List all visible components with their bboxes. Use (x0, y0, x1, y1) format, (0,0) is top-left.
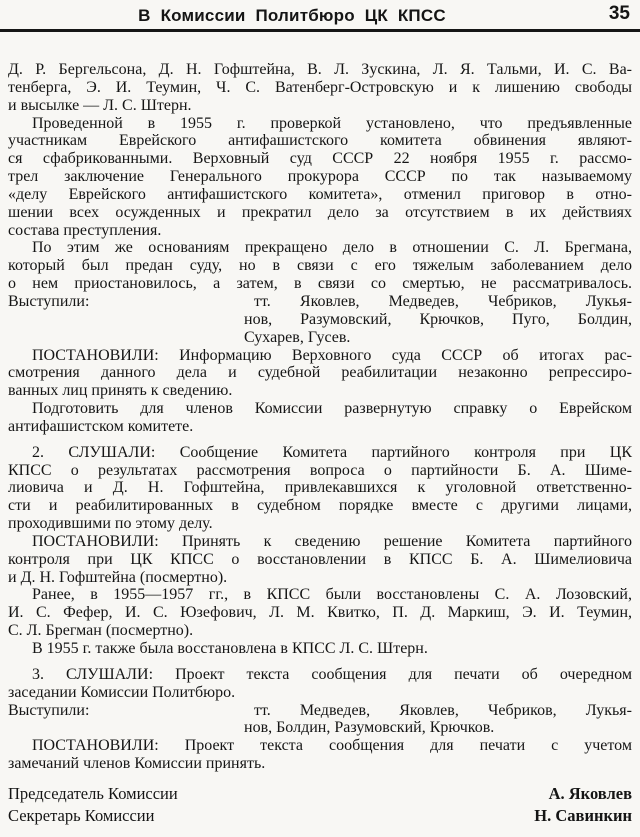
text-line: Подготовить для членов Комиссии развернутую справку о Еврейском (32, 400, 632, 418)
paragraph (8, 400, 632, 436)
speakers-names (244, 293, 632, 347)
text-line: замечаний членов Комиссии принять. (8, 755, 266, 773)
page-number: 35 (608, 3, 630, 24)
text-line: и Д. Н. Гофштейна (посмертно). (8, 568, 228, 586)
speakers-label: Выступили: (8, 292, 90, 310)
text-line: о нем приостановилось, а затем, в связи со смертью, не рассматривалось. (8, 275, 632, 293)
text-line: ванных лиц принять к сведению. (8, 382, 233, 400)
text-line: 3. СЛУШАЛИ: Проект текста сообщения для печати об очередном (32, 665, 632, 683)
speakers-names (244, 702, 632, 738)
speakers-row (8, 293, 632, 347)
signature-role: Председатель Комиссии (8, 783, 178, 803)
text-line: ся сфабрикованными. Верховный суд СССР 22 ноября 1955 г. рассмо- (8, 150, 632, 168)
text-line: Сухарев, Гусев. (244, 328, 351, 346)
speakers-label: Выступили: (8, 701, 90, 719)
section-gap (8, 436, 632, 444)
signature-row (8, 783, 632, 805)
text-line: шении всех осужденных и прекратил дело за отсутствием в их действиях (8, 203, 632, 221)
text-line: И. С. Фефер, И. С. Юзефович, Л. М. Квитко, П. Д. Маркиш, Э. И. Теумин, (8, 604, 632, 622)
text-line: участникам Еврейского антифашистского комитета обвинения являют- (8, 132, 632, 150)
text-line: нов, Разумовский, Крючков, Пуго, Болдин, (244, 310, 632, 328)
signature-row (8, 805, 632, 827)
text-line: смотрения данного дела и судебной реабилитации незаконно репрессиро- (8, 364, 632, 382)
text-line: проходившими по этому делу. (8, 515, 213, 533)
text-line: «делу Еврейского антифашистского комитета», отменил приговор в отно- (8, 185, 632, 203)
paragraph (8, 115, 632, 240)
text-line: С. Л. Брегман (посмертно). (8, 622, 194, 640)
page-header (0, 0, 640, 32)
text-line: трел заключение Генерального прокурора СССР по так называемому (8, 168, 632, 186)
text-line: ПОСТАНОВИЛИ: Информацию Верховного суда СССР об итогах рас- (32, 346, 632, 364)
text-line: КПСС о результатах рассмотрения вопроса о партийности Б. А. Шиме- (8, 461, 632, 479)
text-line: тенберга, Э. И. Теумин, Ч. С. Ватенберг-Островскую и к лишению свободы (8, 78, 632, 96)
text-line: и высылке — Л. С. Штерн. (8, 96, 192, 114)
paragraph (8, 239, 632, 293)
text-line: Д. Р. Бергельсона, Д. Н. Гофштейна, В. Л. Зускина, Л. Я. Тальми, И. С. Ва- (8, 61, 632, 78)
text-line: контроля при ЦК КПСС о восстановлении в КПСС Б. А. Шимелиовича (8, 550, 632, 568)
signature-name: А. Яковлев (548, 783, 632, 803)
paragraph (8, 533, 632, 587)
text-line: сти и реабилитированных в судебном порядке вместе с другими лицами, (8, 497, 632, 515)
header-rule (0, 29, 640, 32)
signature-name: Н. Савинкин (534, 805, 632, 825)
text-line: который был предан суду, но в связи с его тяжелым заболеванием дело (8, 257, 632, 275)
text-line: По этим же основаниям прекращено дело в отношении С. Л. Брегмана, (32, 239, 632, 257)
text-line: нов, Болдин, Разумовский, Крючков. (244, 719, 495, 737)
section-gap (8, 658, 632, 666)
text-line: Проведенной в 1955 г. проверкой установлено, что предъявленные (32, 114, 632, 132)
text-line: ПОСТАНОВИЛИ: Принять к сведению решение Комитета партийного (32, 532, 632, 550)
text-line: заседании Комиссии Политбюро. (8, 683, 236, 701)
paragraph (8, 640, 632, 658)
signature-role: Секретарь Комиссии (8, 805, 155, 825)
signature-block (8, 783, 632, 827)
paragraph (8, 737, 632, 773)
text-line: состава преступления. (8, 221, 162, 239)
text-line: ПОСТАНОВИЛИ: Проект текста сообщения для печати с учетом (32, 737, 632, 755)
text-line: тт. Яковлев, Медведев, Чебриков, Лукья- (254, 292, 632, 310)
paragraph (8, 586, 632, 640)
text-line: антифашистском комитете. (8, 417, 194, 435)
running-title: В Комиссии Политбюро ЦК КПСС (138, 6, 446, 25)
paragraph (8, 666, 632, 702)
text-line: тт. Медведев, Яковлев, Чебриков, Лукья- (254, 701, 632, 719)
speakers-row (8, 702, 632, 738)
text-line: Ранее, в 1955—1957 гг., в КПСС были восстановлены С. А. Лозовский, (32, 586, 632, 604)
text-line: В 1955 г. также была восстановлена в КПСС Л. С. Штерн. (32, 640, 428, 657)
paragraph (8, 444, 632, 533)
document-body (8, 61, 632, 773)
text-line: лиовича и Д. Н. Гофштейна, привлекавшихся к уголовной ответственно- (8, 479, 632, 497)
text-line: 2. СЛУШАЛИ: Сообщение Комитета партийного контроля при ЦК (32, 443, 632, 461)
paragraph (8, 347, 632, 401)
paragraph (8, 61, 632, 115)
